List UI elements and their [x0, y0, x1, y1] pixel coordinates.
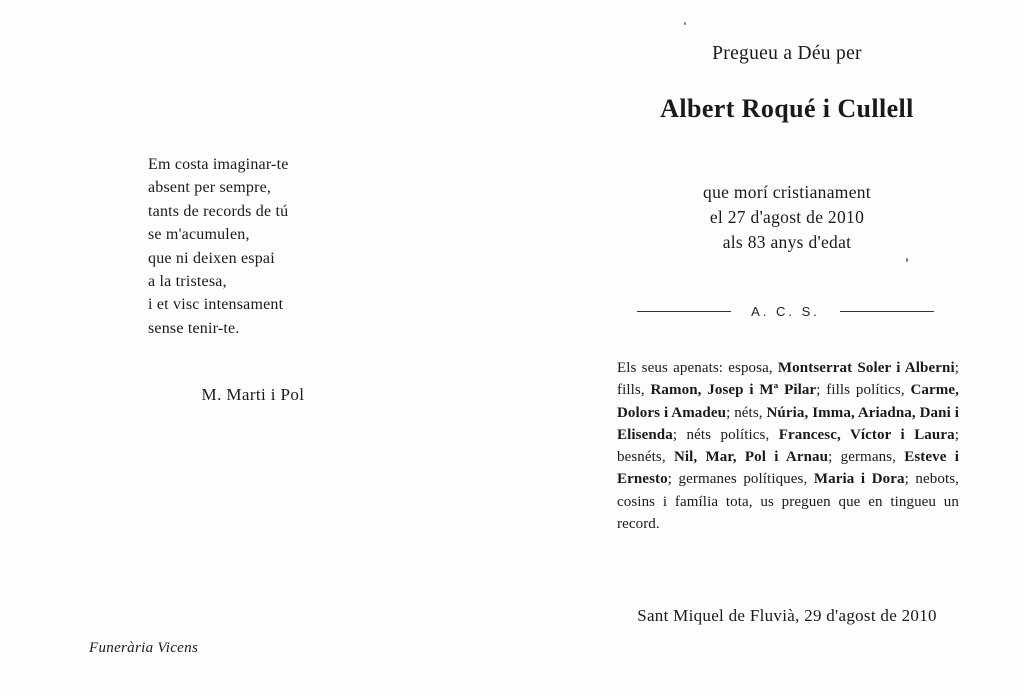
poem-line: sense tenir-te.	[148, 319, 240, 337]
acs-separator	[637, 300, 934, 322]
family-names: Nil, Mar, Pol i Arnau	[673, 449, 829, 466]
poem-line: se m'acumulen,	[148, 226, 250, 244]
funeral-home: Funerària Vicens	[89, 640, 199, 656]
poem-author: M. Marti i Pol	[201, 385, 305, 404]
poem-line: tants de records de tú	[148, 202, 289, 220]
scan-speck	[906, 258, 908, 262]
family-names: Carme, Dolors i Amadeu	[617, 382, 959, 421]
poem-line: a la tristesa,	[148, 273, 227, 291]
family-names: Francesc, Víctor i Laura	[778, 426, 955, 443]
family-text: ; besnéts,	[617, 426, 959, 466]
poem-line: i et visc intensament	[148, 296, 284, 314]
death-info-line: als 83 anys d'edat	[722, 232, 852, 252]
death-info-line: el 27 d'agost de 2010	[709, 207, 865, 227]
family-text: ; nebots, cosins i família tota, us preguen que en tingueu un record.	[617, 471, 960, 533]
scan-speck	[684, 22, 686, 25]
place-date: Sant Miquel de Fluvià, 29 d'agost de 2010	[637, 606, 937, 625]
separator-line	[840, 311, 934, 312]
family-text: ; néts,	[726, 404, 767, 421]
family-text: ; germans,	[828, 449, 905, 466]
poem	[148, 153, 388, 340]
family-names: Montserrat Soler i Alberni	[777, 360, 955, 376]
family-text: ; néts polítics,	[672, 426, 779, 443]
family-text: ; germanes polítiques,	[667, 471, 814, 488]
separator-line	[637, 311, 731, 312]
family-text: ; fills,	[617, 360, 959, 399]
family-text: Els seus apenats: esposa,	[617, 360, 778, 376]
pray-line: Pregueu a Déu per	[712, 43, 862, 64]
death-info-line: que morí cristianament	[703, 182, 871, 202]
family-names: Esteve i Ernesto	[617, 449, 959, 488]
poem-line: absent per sempre,	[148, 179, 272, 197]
poem-line: Em costa imaginar-te	[148, 156, 289, 173]
family-names: Maria i Dora	[813, 471, 905, 488]
deceased-name: Albert Roqué i Cullell	[660, 94, 914, 123]
acs-text: A. C. S.	[751, 303, 820, 319]
family-text: ; fills polítics,	[816, 382, 911, 399]
death-info	[612, 180, 962, 255]
family-names: Ramon, Josep i Mª Pilar	[650, 382, 817, 399]
family-mourners	[617, 357, 959, 535]
poem-line: que ni deixen espai	[148, 249, 275, 267]
family-names: Núria, Imma, Ariadna, Dani i Elisenda	[617, 404, 959, 443]
